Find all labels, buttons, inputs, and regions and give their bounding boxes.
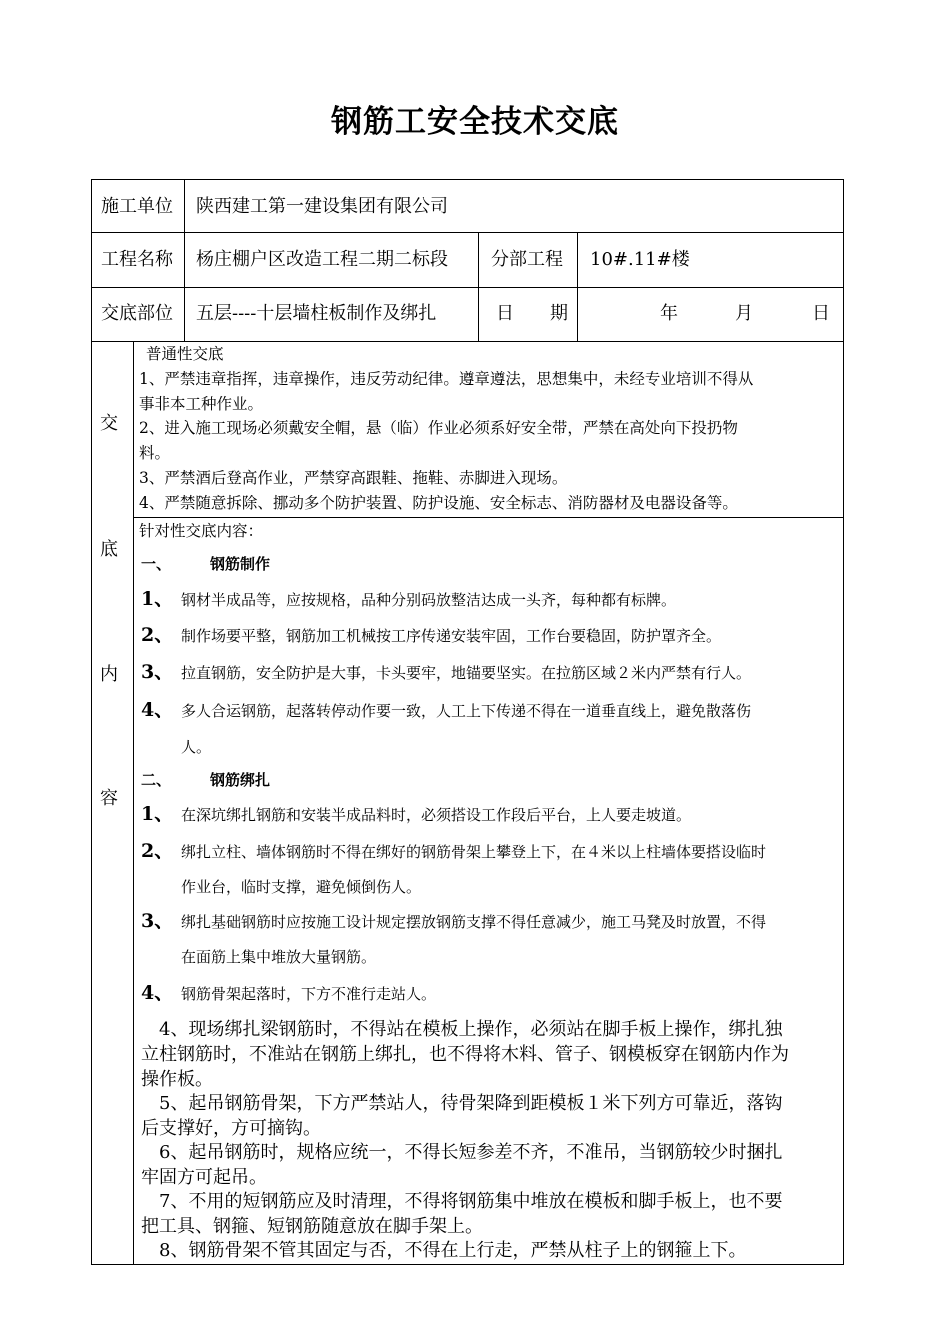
paragraph-line: 牢固方可起吊。 (141, 1167, 267, 1188)
general-heading: 普通性交底 (146, 345, 224, 363)
section-title: 钢筋制作 (210, 555, 271, 573)
column-divider (478, 232, 479, 341)
part-label: 交底部位 (101, 303, 173, 324)
part-value: 五层----十层墙柱板制作及绑扎 (196, 303, 437, 324)
date-year: 年 (660, 303, 678, 324)
item-continuation: 在面筋上集中堆放大量钢筋。 (181, 948, 377, 966)
general-line: 2、进入施工现场必须戴安全帽，悬（临）作业必须系好安全带，严禁在高处向下投扔物 (139, 419, 738, 437)
item-text: 钢材半成品等，应按规格，品种分别码放整洁达成一头齐，每种都有标牌。 (181, 591, 677, 609)
item-text: 绑扎基础钢筋时应按施工设计规定摆放钢筋支撑不得任意减少，施工马凳及时放置，不得 (181, 913, 767, 931)
general-line: 1、严禁违章指挥，违章操作，违反劳动纪律。遵章遵法，思想集中，未经专业培训不得从 (139, 370, 754, 388)
paragraph-line: 操作板。 (141, 1069, 213, 1090)
date-day: 日 (812, 303, 830, 324)
item-number: 1、 (141, 588, 174, 610)
item-text: 多人合运钢筋，起落转停动作要一致，人工上下传递不得在一道垂直线上，避免散落伤 (181, 702, 752, 720)
sub-project-label: 分部工程 (491, 249, 563, 270)
item-text: 制作场要平整，钢筋加工机械按工序传递安装牢固，工作台要稳固，防护罩齐全。 (181, 627, 722, 645)
general-line: 料。 (139, 444, 171, 462)
unit-label: 施工单位 (101, 196, 173, 217)
item-text: 绑扎立柱、墙体钢筋时不得在绑好的钢筋骨架上攀登上下，在４米以上柱墙体要搭设临时 (181, 843, 767, 861)
date-month: 月 (735, 303, 753, 324)
side-label-char: 底 (100, 539, 118, 560)
unit-value: 陕西建工第一建设集团有限公司 (196, 196, 448, 217)
item-number: 3、 (141, 910, 174, 932)
item-number: 3、 (141, 661, 174, 683)
item-number: 1、 (141, 803, 174, 825)
document-title: 钢筋工安全技术交底 (331, 104, 619, 140)
project-value: 杨庄棚户区改造工程二期二标段 (196, 249, 448, 270)
specific-heading: 针对性交底内容： (139, 522, 264, 540)
row-divider (133, 517, 844, 518)
column-divider (133, 341, 134, 1265)
item-number: 2、 (141, 840, 174, 862)
paragraph-line: 立柱钢筋时，不准站在钢筋上绑扎，也不得将木料、管子、钢模板穿在钢筋内作为 (141, 1044, 789, 1065)
row-divider (91, 232, 844, 233)
general-line: 3、严禁酒后登高作业，严禁穿高跟鞋、拖鞋、赤脚进入现场。 (139, 469, 568, 487)
paragraph-line: 8、钢筋骨架不管其固定与否，不得在上行走，严禁从柱子上的钢箍上下。 (141, 1240, 747, 1261)
general-line: 事非本工种作业。 (139, 395, 264, 413)
column-divider (184, 179, 185, 341)
paragraph-line: 把工具、钢箍、短钢筋随意放在脚手架上。 (141, 1216, 483, 1237)
paragraph-line: 6、起吊钢筋时，规格应统一，不得长短参差不齐，不准吊，当钢筋较少时捆扎 (141, 1142, 783, 1163)
item-text: 钢筋骨架起落时，下方不准行走站人。 (181, 985, 437, 1003)
sub-project-value: 10#.11#楼 (590, 249, 690, 270)
general-line: 4、严禁随意拆除、挪动多个防护装置、防护设施、安全标志、消防器材及电器设备等。 (139, 494, 738, 512)
item-continuation: 人。 (181, 738, 212, 756)
date-label: 日 期 (496, 303, 568, 324)
paragraph-line: 5、起吊钢筋骨架，下方严禁站人，待骨架降到距模板１米下列方可靠近，落钩 (141, 1093, 783, 1114)
item-number: 4、 (141, 699, 174, 721)
paragraph-line: 7、不用的短钢筋应及时清理，不得将钢筋集中堆放在模板和脚手板上，也不要 (141, 1191, 783, 1212)
section-title: 钢筋绑扎 (210, 771, 271, 789)
side-label-char: 容 (100, 788, 118, 809)
row-divider (91, 287, 844, 288)
paragraph-line: 后支撑好，方可摘钩。 (141, 1118, 321, 1139)
item-continuation: 作业台，临时支撑，避免倾倒伤人。 (181, 878, 422, 896)
section-number: 一、 (141, 555, 172, 573)
paragraph-line: 4、现场绑扎梁钢筋时，不得站在模板上操作，必须站在脚手板上操作，绑扎独 (141, 1019, 783, 1040)
side-label-char: 内 (100, 664, 118, 685)
row-divider (91, 341, 844, 342)
section-number: 二、 (141, 771, 172, 789)
column-divider (577, 232, 578, 341)
item-text: 在深坑绑扎钢筋和安装半成品料时，必须搭设工作段后平台，上人要走坡道。 (181, 806, 692, 824)
project-label: 工程名称 (101, 249, 173, 270)
item-number: 4、 (141, 982, 174, 1004)
item-text: 拉直钢筋，安全防护是大事，卡头要牢，地锚要坚实。在拉筋区域２米内严禁有行人。 (181, 664, 752, 682)
side-label-char: 交 (100, 413, 118, 434)
item-number: 2、 (141, 624, 174, 646)
